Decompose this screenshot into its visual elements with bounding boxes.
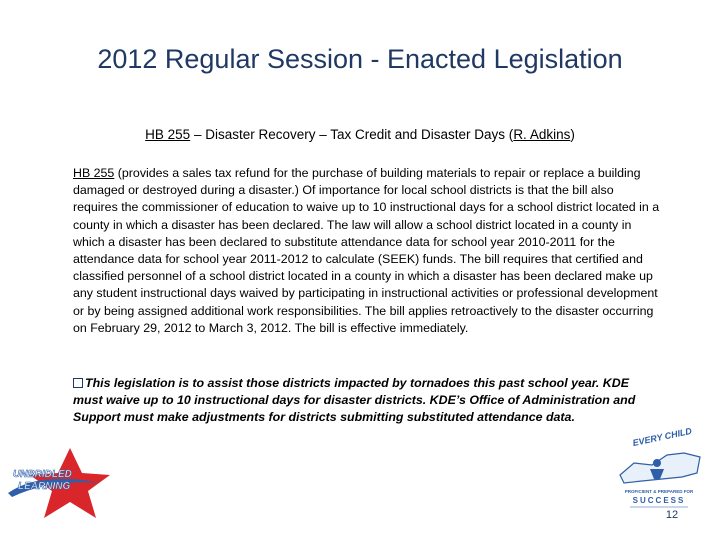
bill-heading [0,127,720,142]
district-note [73,375,661,427]
every-child-label: EVERY CHILD [631,425,693,449]
bill-heading-close: ) [570,127,575,142]
success-label: SUCCESS [632,496,686,505]
checkbox-bullet-icon [73,378,83,388]
proficient-label: PROFICIENT & PREPARED FOR [624,489,694,494]
bill-description [73,165,661,337]
unbridled-label: UNBRIDLED [13,469,72,480]
page-number: 12 [665,509,679,521]
bill-heading-text: – Disaster Recovery – Tax Credit and Disaster Days ( [190,127,514,142]
sponsor-link[interactable]: R. Adkins [513,127,571,142]
district-note-text: This legislation is to assist those districts impacted by tornadoes this past school year. KDE must waive up to 10 instructional days for disaster districts. KDE’s Office of Administration and Support must make adjustments for districts submitting substituted attendance data. [73,376,636,425]
unbridled-learning-logo [0,445,125,520]
bill-link-body[interactable]: HB 255 [73,166,115,180]
learning-label: LEARNING [18,481,71,492]
bill-description-text: (provides a sales tax refund for the purchase of building materials to repair or replace a building damaged or destroyed during a disaster.) Of importance for local school districts is that the bill also requires the commissioner of education to waive up to 10 instructional days for a school district located in a county in which a disaster has been declared. The law will allow a school district located in a county in which a disaster has been declared to substitute attendance data for school year 2010-2011 for the attendance data for school year 2011-2012 to calculate (SEEK) funds. The bill requires that certified and classified personnel of a school district located in a county in which a disaster has been declared make up any student instructional days waived by participating in instructional activities or professional development or by being assigned additional work responsibilities. The bill applies retroactively to the disaster occurring on February 29, 2012 to March 3, 2012. The bill is effective immediately. [73,166,660,335]
slide-title: 2012 Regular Session - Enacted Legislation [97,44,623,74]
child-figure-icon [653,459,661,467]
every-child-logo [612,425,707,520]
bill-link-heading[interactable]: HB 255 [145,127,191,142]
